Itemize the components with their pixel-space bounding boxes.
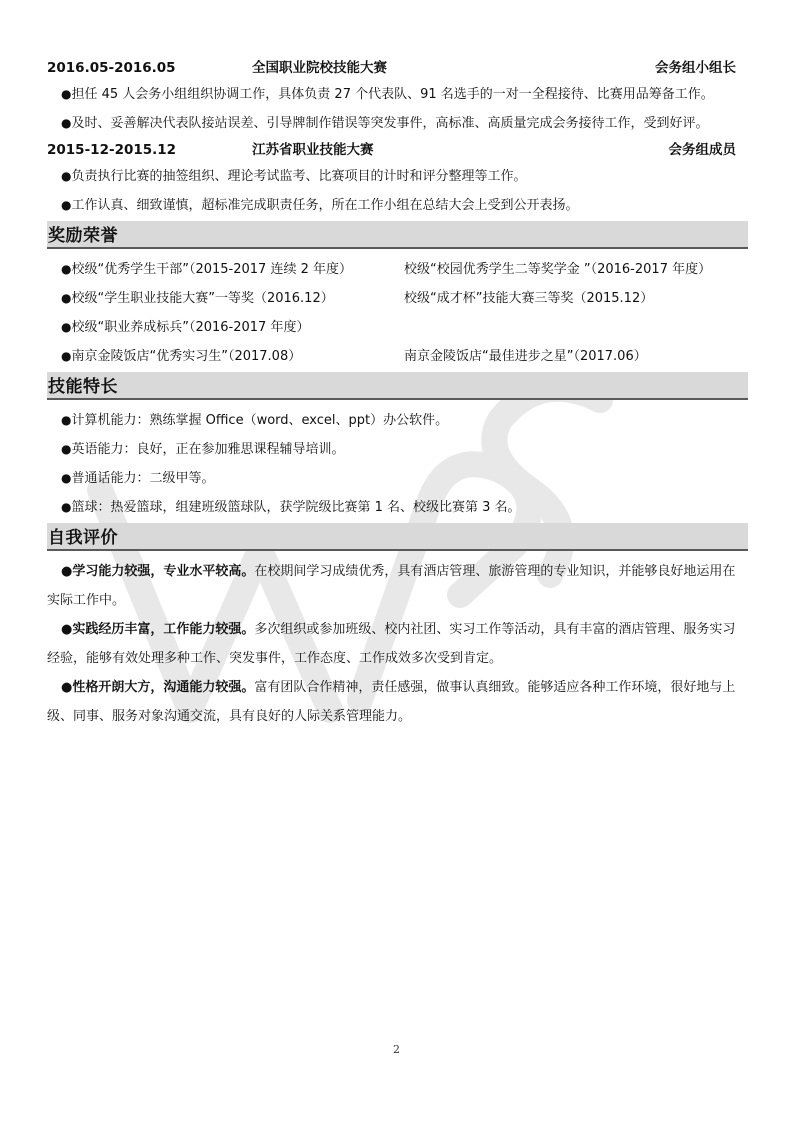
section-title: 技能特长 <box>48 377 118 397</box>
experience-header <box>47 138 748 162</box>
bullet-icon: ● <box>61 169 72 183</box>
experience-role: 会务组成员 <box>668 142 736 158</box>
skill-text: 计算机能力：熟练掌握 Office（word、excel、ppt）办公软件。 <box>71 413 449 428</box>
award-item <box>61 255 404 284</box>
paragraph-lead: 实践经历丰富，工作能力较强。 <box>72 622 255 637</box>
experience-bullet <box>47 162 748 191</box>
experience-date: 2016.05-2016.05 <box>47 60 176 76</box>
paragraph-lead: 性格开朗大方，沟通能力较强。 <box>72 680 255 695</box>
section-header-self-evaluation <box>47 523 748 551</box>
award-row <box>47 342 748 371</box>
self-evaluation-paragraph <box>47 615 748 673</box>
bullet-text: 工作认真、细致谨慎，超标准完成职责任务，所在工作小组在总结大会上受到公开表扬。 <box>71 198 579 213</box>
experience-bullet <box>47 191 748 220</box>
bullet-icon: ● <box>61 320 72 334</box>
award-item: 校级“校园优秀学生二等奖学金 ”（2016-2017 年度） <box>404 262 712 277</box>
experience-date: 2015-12-2015.12 <box>47 142 177 158</box>
bullet-icon: ● <box>61 87 72 101</box>
bullet-text: 及时、妥善解决代表队接站误差、引导牌制作错误等突发事件，高标准、高质量完成会务接待工作，受到好评。 <box>71 116 709 131</box>
experience-bullet <box>47 109 748 138</box>
skill-text: 英语能力：良好，正在参加雅思课程辅导培训。 <box>71 442 345 457</box>
bullet-icon: ● <box>61 564 73 579</box>
award-row <box>47 255 748 284</box>
bullet-text: 担任 45 人会务小组组织协调工作，具体负责 27 个代表队、91 名选手的一对一全程接待、比赛用品筹备工作。 <box>71 87 714 102</box>
experience-header <box>47 56 748 80</box>
bullet-icon: ● <box>61 116 72 130</box>
award-text: 校级“职业养成标兵”（2016-2017 年度） <box>71 320 310 335</box>
bullet-icon: ● <box>61 500 72 514</box>
bullet-icon: ● <box>61 622 73 637</box>
skill-item <box>47 493 748 522</box>
page-number: 2 <box>393 1043 400 1056</box>
bullet-text: 负责执行比赛的抽签组织、理论考试监考、比赛项目的计时和评分整理等工作。 <box>71 169 527 184</box>
skill-item <box>47 406 748 435</box>
award-item <box>61 313 404 342</box>
skill-item <box>47 435 748 464</box>
section-title: 自我评价 <box>48 528 118 548</box>
award-text: 南京金陵饭店“优秀实习生”（2017.08） <box>71 349 302 364</box>
award-item: 校级“成才杯”技能大赛三等奖（2015.12） <box>404 291 654 306</box>
experience-organization: 全国职业院校技能大赛 <box>252 60 387 76</box>
section-title: 奖励荣誉 <box>48 226 118 246</box>
award-item <box>404 313 748 342</box>
bullet-icon: ● <box>61 442 72 456</box>
paragraph-text: 富有团队合作精神，责任感强，做事认真细致。能够适应各种工作环境，很好地与上级、同事、服务对象沟通交流，具有良好的人际关系管理能力。 <box>47 680 736 724</box>
award-item <box>61 342 404 371</box>
section-header-skills <box>47 372 748 400</box>
bullet-icon: ● <box>61 349 72 363</box>
bullet-icon: ● <box>61 198 72 212</box>
skill-item <box>47 464 748 493</box>
resume-content <box>47 56 748 731</box>
experience-organization: 江苏省职业技能大赛 <box>252 142 374 158</box>
self-evaluation-paragraph <box>47 557 748 615</box>
experience-bullet <box>47 80 748 109</box>
bullet-icon: ● <box>61 291 72 305</box>
section-header-awards <box>47 221 748 249</box>
skill-text: 篮球：热爱篮球，组建班级篮球队，获学院级比赛第 1 名、校级比赛第 3 名。 <box>71 500 521 515</box>
skill-text: 普通话能力：二级甲等。 <box>71 471 215 486</box>
award-row <box>47 313 748 342</box>
self-evaluation-paragraph <box>47 673 748 731</box>
award-text: 校级“学生职业技能大赛”一等奖（2016.12） <box>71 291 334 306</box>
award-item <box>61 284 404 313</box>
award-row <box>47 284 748 313</box>
paragraph-lead: 学习能力较强，专业水平较高。 <box>72 564 255 579</box>
experience-role: 会务组小组长 <box>655 60 736 76</box>
bullet-icon: ● <box>61 471 72 485</box>
paragraph-text: 在校期间学习成绩优秀，具有酒店管理、旅游管理的专业知识，并能够良好地运用在实际工作中。 <box>47 564 736 608</box>
paragraph-text: 多次组织或参加班级、校内社团、实习工作等活动，具有丰富的酒店管理、服务实习经验，能够有效处理多种工作、突发事件，工作态度、工作成效多次受到肯定。 <box>47 622 736 666</box>
award-item: 南京金陵饭店“最佳进步之星”（2017.06） <box>404 349 647 364</box>
award-text: 校级“优秀学生干部”（2015-2017 连续 2 年度） <box>71 262 352 277</box>
bullet-icon: ● <box>61 680 73 695</box>
bullet-icon: ● <box>61 413 72 427</box>
bullet-icon: ● <box>61 262 72 276</box>
